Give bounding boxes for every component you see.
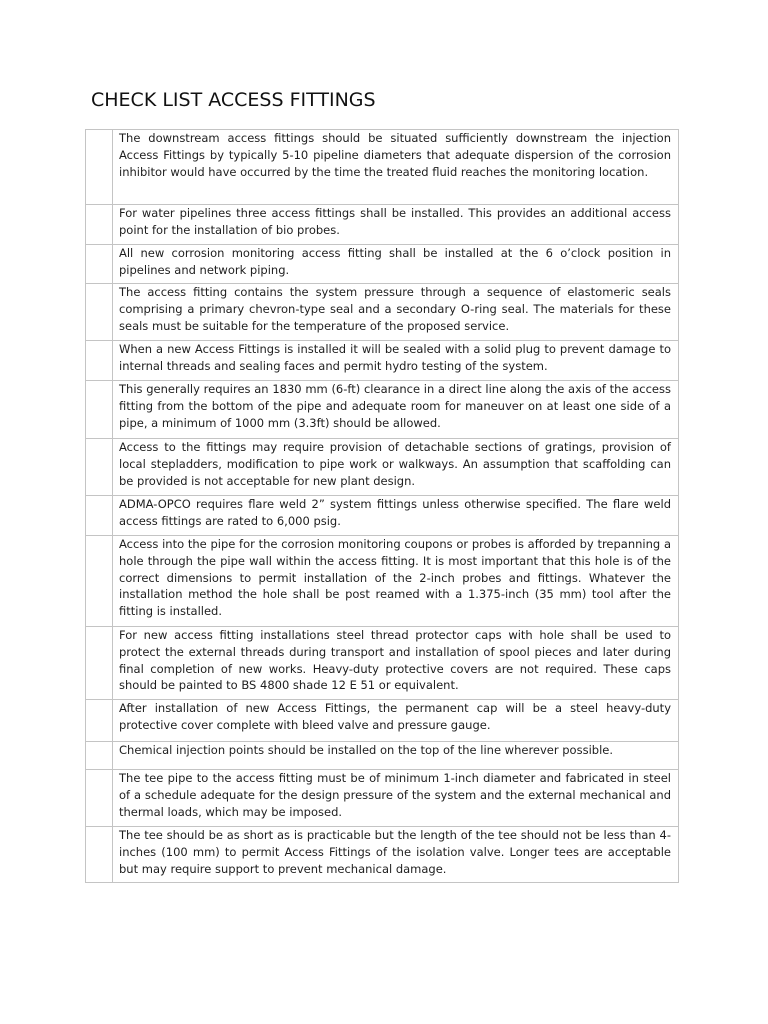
checklist-row [85, 742, 679, 770]
checkbox-cell[interactable] [86, 381, 113, 438]
checklist-item-text: Chemical injection points should be installed on the top of the line wherever possible. [119, 743, 613, 757]
checklist-row [85, 284, 679, 341]
checklist-item-text: Access to the fittings may require provision of detachable sections of gratings, provision of local stepladders, modification to pipe work or walkways. An assumption that scaffolding can be provided is not acceptable for new plant design. [119, 440, 671, 488]
checklist-row [85, 205, 679, 245]
checklist-row [85, 770, 679, 827]
checklist-item-text: All new corrosion monitoring access fitting shall be installed at the 6 o’clock position in pipelines and network piping. [119, 246, 671, 277]
checklist-item-text: The downstream access fittings should be situated sufficiently downstream the injection Access Fittings by typically 5-10 pipeline diameters that adequate dispersion of the corrosion inhibitor would have occurred by the time the treated fluid reaches the monitoring location. [119, 131, 671, 179]
checklist-item-text: The tee pipe to the access fitting must be of minimum 1-inch diameter and fabricated in steel of a schedule adequate for the design pressure of the system and the external mechanical and thermal loads, which may be imposed. [119, 771, 671, 819]
checkbox-cell[interactable] [86, 284, 113, 340]
checklist-row [85, 130, 679, 205]
checklist-row [85, 341, 679, 381]
checkbox-cell[interactable] [86, 827, 113, 882]
checkbox-cell[interactable] [86, 341, 113, 380]
checklist-row [85, 627, 679, 700]
checklist-row [85, 496, 679, 536]
checklist-table [85, 129, 679, 883]
checklist-row [85, 536, 679, 627]
checklist-row [85, 700, 679, 742]
checkbox-cell[interactable] [86, 627, 113, 699]
checkbox-cell[interactable] [86, 439, 113, 495]
checklist-item-text: After installation of new Access Fittings, the permanent cap will be a steel heavy-duty protective cover complete with bleed valve and pressure gauge. [119, 701, 671, 732]
checklist-item-text: For new access fitting installations steel thread protector caps with hole shall be used to protect the external threads during transport and installation of spool pieces and later during final completion of new works. Heavy-duty protective covers are not required. These caps should be painted to BS 4800 shade 12 E 51 or equivalent. [119, 628, 671, 693]
checklist-item-text: This generally requires an 1830 mm (6-ft) clearance in a direct line along the axis of the access fitting from the bottom of the pipe and adequate room for maneuver on at least one side of a pipe, a minimum of 1000 mm (3.3ft) should be allowed. [119, 382, 671, 430]
checkbox-cell[interactable] [86, 205, 113, 244]
checkbox-cell[interactable] [86, 770, 113, 826]
checklist-row [85, 381, 679, 439]
checklist-item-text: The access fitting contains the system pressure through a sequence of elastomeric seals comprising a primary chevron-type seal and a secondary O-ring seal. The materials for these seals must be suitable for the temperature of the proposed service. [119, 285, 671, 333]
checkbox-cell[interactable] [86, 130, 113, 204]
checklist-item-text: Access into the pipe for the corrosion monitoring coupons or probes is afforded by trepanning a hole through the pipe wall within the access fitting. It is most important that this hole is of the correct dimensions to permit installation of the 2-inch probes and fittings. Whatever the installation method the hole shall be post reamed with a 1.375-inch (35 mm) tool after the fitting is installed. [119, 537, 671, 619]
page-title: CHECK LIST ACCESS FITTINGS [91, 89, 376, 111]
checklist-row [85, 245, 679, 284]
checklist-item-text: The tee should be as short as is practicable but the length of the tee should not be less than 4-inches (100 mm) to permit Access Fittings of the isolation valve. Longer tees are acceptable but may require support to prevent mechanical damage. [119, 828, 671, 876]
checklist-row [85, 827, 679, 883]
checklist-item-text: When a new Access Fittings is installed it will be sealed with a solid plug to prevent damage to internal threads and sealing faces and permit hydro testing of the system. [119, 342, 671, 373]
checklist-item-text: For water pipelines three access fittings shall be installed. This provides an additional access point for the installation of bio probes. [119, 206, 671, 237]
checkbox-cell[interactable] [86, 496, 113, 535]
checkbox-cell[interactable] [86, 536, 113, 626]
checkbox-cell[interactable] [86, 245, 113, 283]
checklist-item-text: ADMA-OPCO requires flare weld 2” system fittings unless otherwise specified. The flare weld access fittings are rated to 6,000 psig. [119, 497, 671, 528]
checklist-row [85, 439, 679, 496]
checkbox-cell[interactable] [86, 742, 113, 769]
checkbox-cell[interactable] [86, 700, 113, 741]
